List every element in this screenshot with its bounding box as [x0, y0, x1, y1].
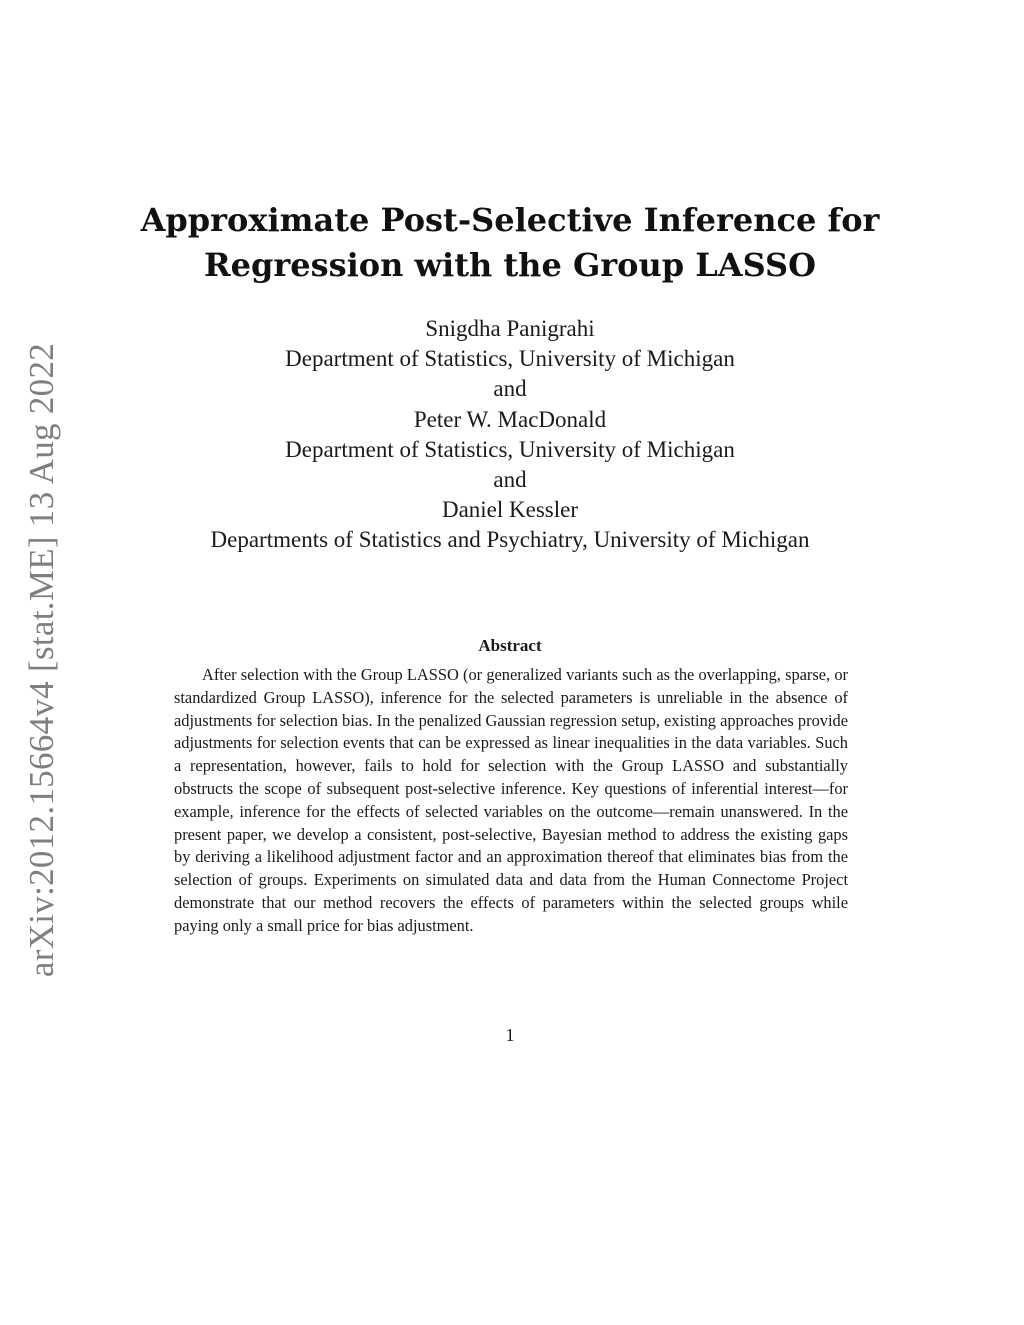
- author-conjunction: and: [493, 376, 527, 402]
- author-affiliation: Department of Statistics, University of Michigan: [285, 346, 735, 372]
- author-affiliation: Departments of Statistics and Psychiatry, University of Michigan: [210, 527, 810, 553]
- author-affiliation: Department of Statistics, University of Michigan: [285, 436, 735, 462]
- author-name: Peter W. MacDonald: [413, 406, 607, 432]
- paper-title-line-1: Approximate Post-Selective Inference for: [140, 201, 880, 239]
- author-name: Snigdha Panigrahi: [425, 316, 595, 341]
- abstract-text: After selection with the Group LASSO (or generalized variants such as the overlapping, sparse, or standardized Group LASSO), inference for the selected parameters is unreliable in the absence of adjustments for selection bias. In the penalized Gaussian regression setup, existing approaches provide adjustments for selection events that can be expressed as linear inequalities in the data variables. Such a representation, however, fails to hold for selection with the Group LASSO and substantially obstructs the scope of subsequent post-selective inference. Key questions of inferential interest—for example, inference for the effects of selected variables on the outcome—remain unanswered. In the present paper, we develop a consistent, post-selective, Bayesian method to address the existing gaps by deriving a likelihood adjustment factor and an approximation thereof that eliminates bias from the selection of groups. Experiments on simulated data and data from the Human Connectome Project demonstrate that our method recovers the effects of parameters within the selected groups while paying only a small price for bias adjustment.: [174, 665, 848, 935]
- author-block: [130, 314, 890, 556]
- paper-title: [130, 198, 890, 288]
- arxiv-identifier-stamp: [14, 340, 70, 980]
- page-number: 1: [505, 1025, 515, 1045]
- author-name: Daniel Kessler: [441, 497, 579, 523]
- arxiv-identifier-text: arXiv:2012.15664v4 [stat.ME] 13 Aug 2022: [22, 342, 61, 978]
- abstract-heading: Abstract: [478, 636, 542, 655]
- author-conjunction: and: [493, 467, 527, 493]
- paper-title-line-2: Regression with the Group LASSO: [204, 246, 816, 284]
